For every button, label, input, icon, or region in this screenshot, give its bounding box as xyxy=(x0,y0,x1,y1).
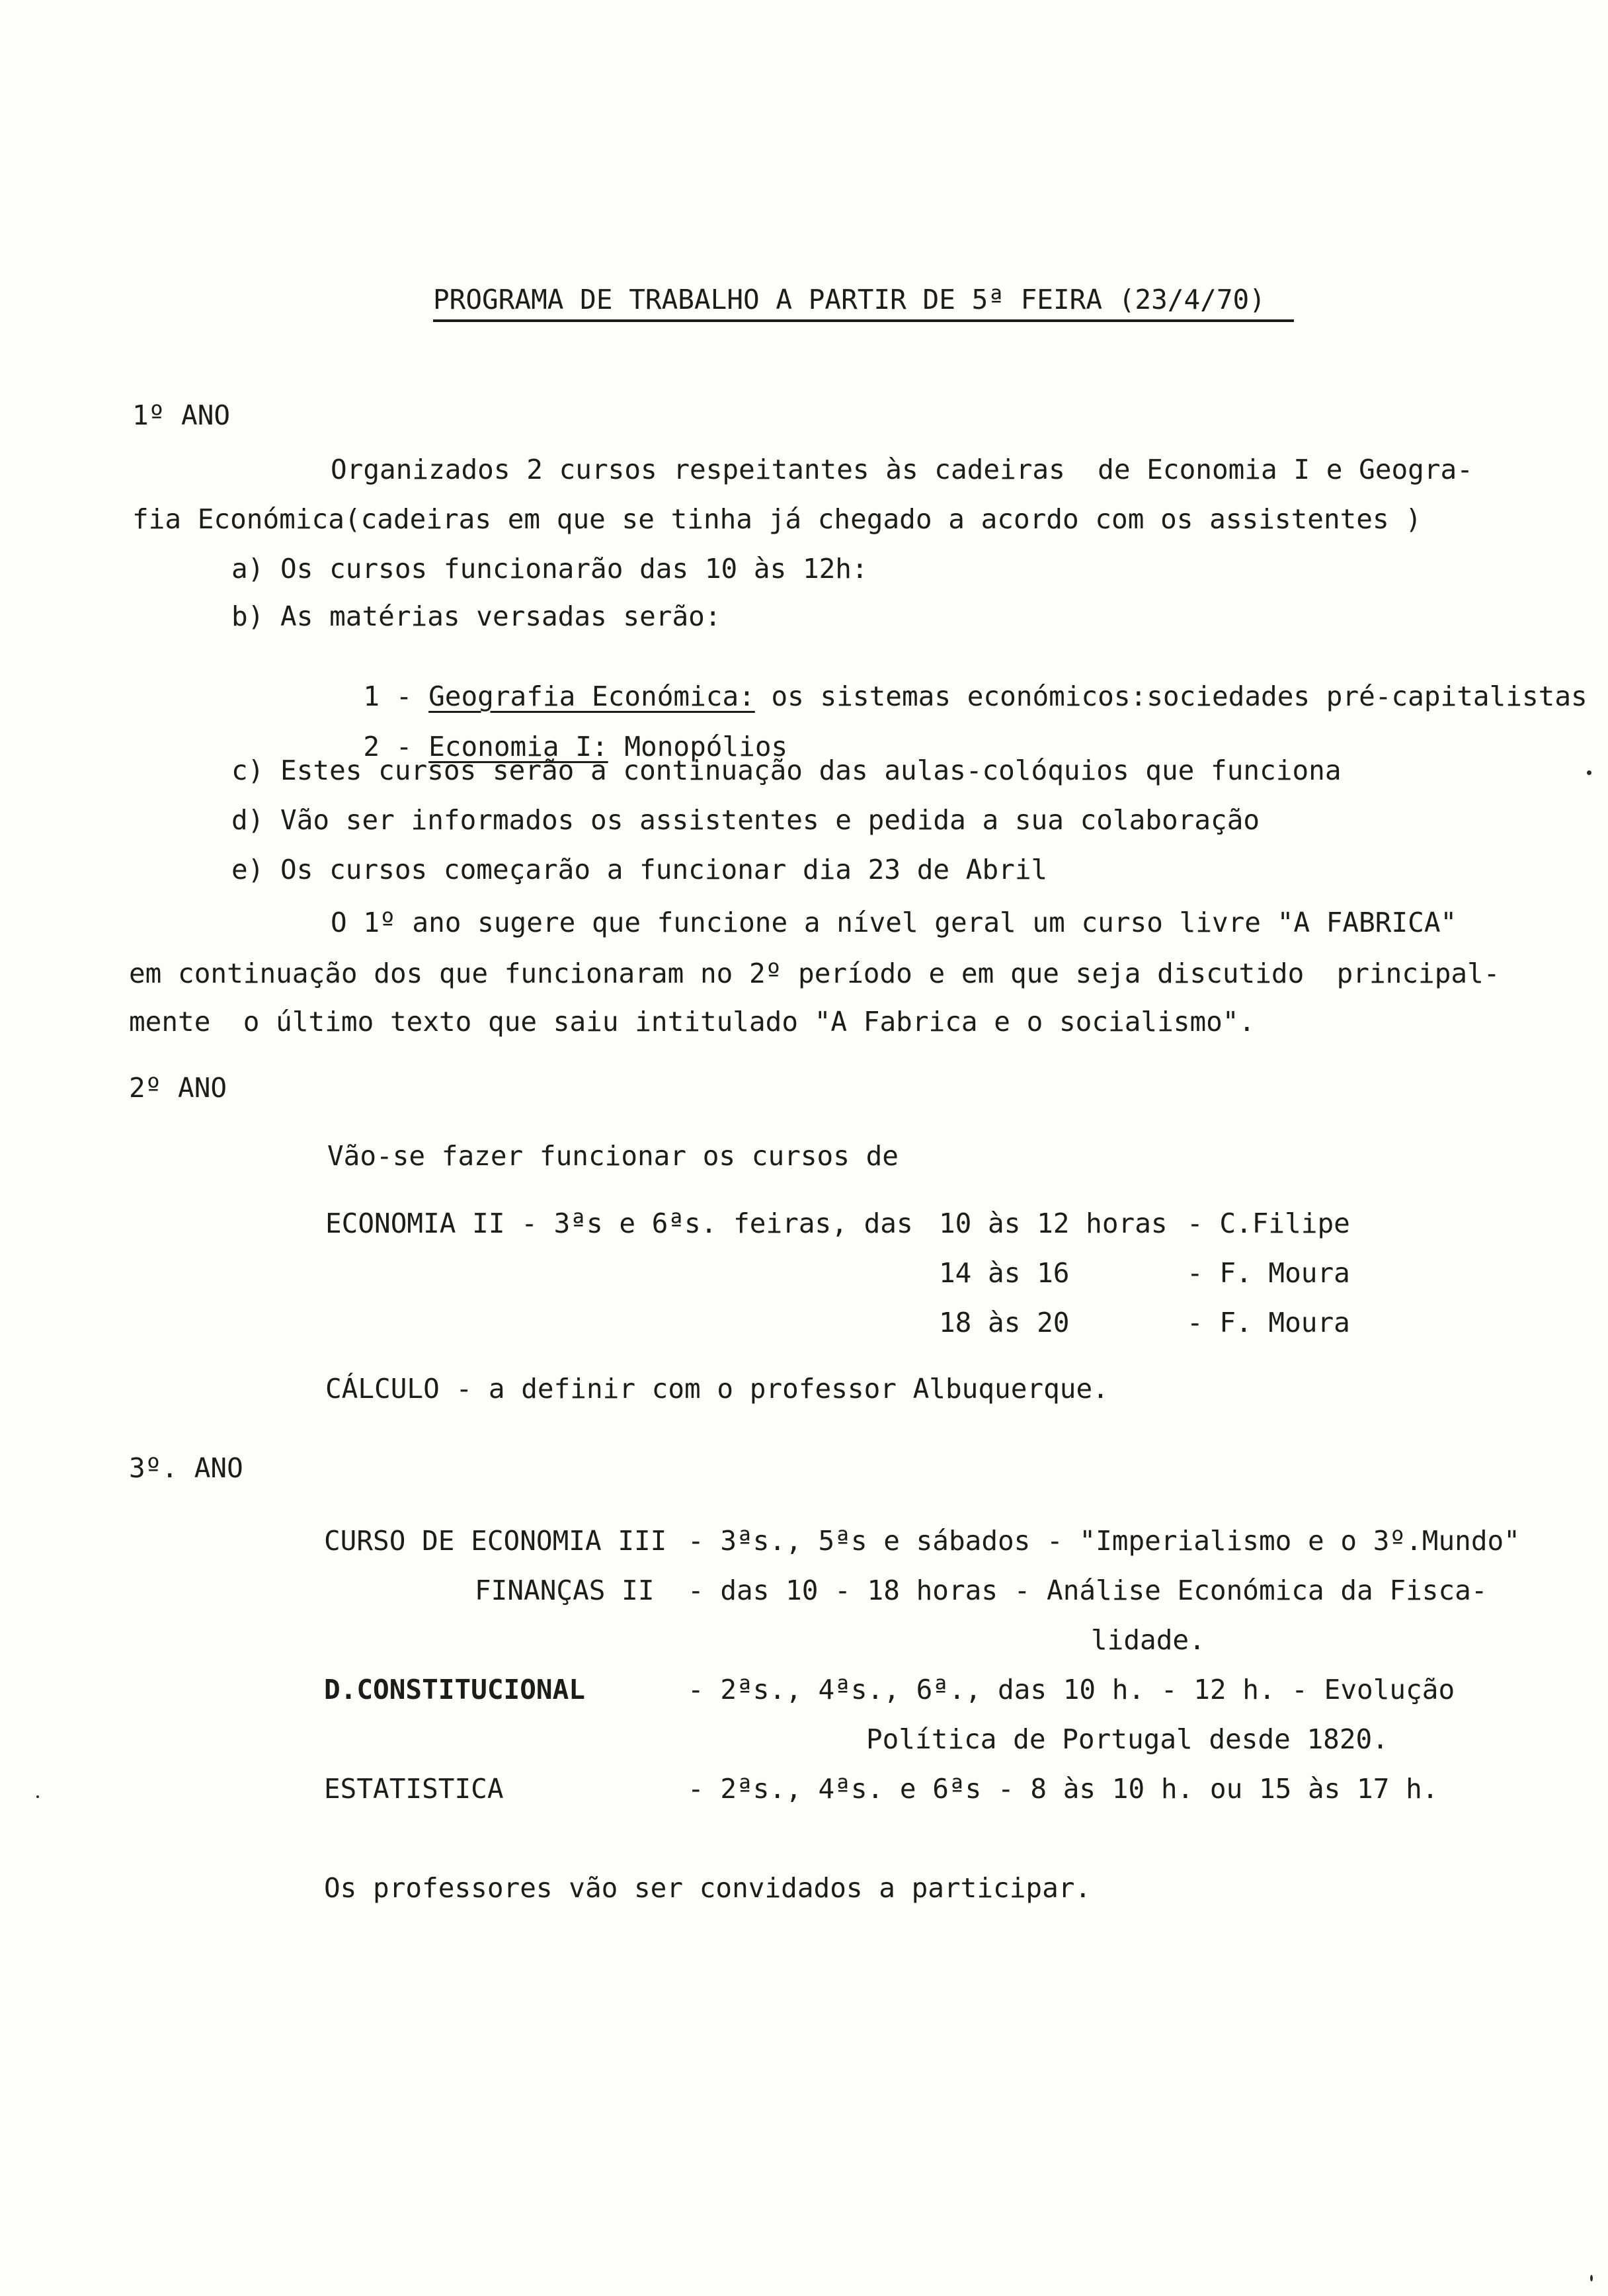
ano1-subitem-2 xyxy=(331,706,787,760)
ano1-item-c: c) Estes cursos serão a continuação das aulas-colóquios que funciona xyxy=(231,755,1342,786)
course-name: D.CONSTITUCIONAL xyxy=(324,1674,585,1705)
ano2-calculo: CÁLCULO - a definir com o professor Albuquerque. xyxy=(325,1373,1109,1405)
ano1-paragraph-line-1: O 1º ano sugere que funcione a nível geral um curso livre "A FABRICA" xyxy=(331,907,1457,938)
subitem-1-subject: Geografia Económica: xyxy=(428,680,755,712)
schedule-teacher: - F. Moura xyxy=(1187,1257,1350,1289)
schedule-hours: 14 às 16 xyxy=(939,1257,1070,1289)
course-detail: - das 10 - 18 horas - Análise Económica da Fisca- xyxy=(688,1575,1488,1606)
ano1-paragraph-line-3: mente o último texto que saiu intitulado "A Fabrica e o socialismo". xyxy=(129,1006,1256,1038)
section-heading-ano1: 1º ANO xyxy=(132,399,231,431)
ano1-subitem-1 xyxy=(331,656,1588,710)
schedule-hours: 10 às 12 horas xyxy=(939,1208,1168,1239)
scan-speck xyxy=(1590,2275,1593,2281)
course-detail: - 2ªs., 4ªs., 6ª., das 10 h. - 12 h. - Evolução xyxy=(688,1674,1455,1705)
ano1-intro-line-1: Organizados 2 cursos respeitantes às cadeiras de Economia I e Geogra- xyxy=(331,454,1473,485)
title-underline xyxy=(433,319,1294,322)
ano1-item-d: d) Vão ser informados os assistentes e pedida a sua colaboração xyxy=(231,804,1260,836)
ano1-paragraph-line-2: em continuação dos que funcionaram no 2º período e em que seja discutido principal- xyxy=(129,958,1500,989)
page-title: PROGRAMA DE TRABALHO A PARTIR DE 5ª FEIRA (23/4/70) xyxy=(433,284,1266,315)
subitem-2-subject: Economia I: xyxy=(428,731,608,762)
ano1-item-e: e) Os cursos começarão a funcionar dia 23 de Abril xyxy=(231,854,1048,885)
subitem-2-number: 2 - xyxy=(363,731,429,762)
schedule-hours: 18 às 20 xyxy=(939,1307,1070,1338)
course-detail-continuation: Política de Portugal desde 1820. xyxy=(866,1723,1388,1755)
course-detail-continuation: lidade. xyxy=(1091,1624,1205,1656)
course-name: FINANÇAS II xyxy=(475,1575,655,1606)
course-detail: - 3ªs., 5ªs e sábados - "Imperialismo e o 3º.Mundo" xyxy=(688,1525,1520,1557)
course-name: CURSO DE ECONOMIA III xyxy=(324,1525,667,1557)
scan-speck xyxy=(36,1795,39,1798)
closing-note: Os professores vão ser convidados a participar. xyxy=(324,1872,1092,1904)
section-heading-ano3: 3º. ANO xyxy=(129,1452,243,1484)
subitem-2-text: Monopólios xyxy=(608,731,788,762)
ano2-economia-label: ECONOMIA II - 3ªs e 6ªs. feiras, das xyxy=(325,1208,913,1239)
subitem-1-text: os sistemas económicos:sociedades pré-capitalistas xyxy=(754,680,1588,712)
ano1-item-b: b) As matérias versadas serão: xyxy=(231,600,721,632)
course-name: ESTATISTICA xyxy=(324,1773,504,1805)
scan-speck xyxy=(1587,770,1591,775)
subitem-1-number: 1 - xyxy=(363,680,429,712)
ano2-intro: Vão-se fazer funcionar os cursos de xyxy=(327,1140,899,1172)
ano1-intro-line-2: fia Económica(cadeiras em que se tinha já chegado a acordo com os assistentes ) xyxy=(132,503,1422,535)
section-heading-ano2: 2º ANO xyxy=(129,1072,227,1104)
schedule-teacher: - F. Moura xyxy=(1187,1307,1350,1338)
ano1-item-a: a) Os cursos funcionarão das 10 às 12h: xyxy=(231,553,868,585)
course-detail: - 2ªs., 4ªs. e 6ªs - 8 às 10 h. ou 15 às 17 h. xyxy=(688,1773,1439,1805)
schedule-teacher: - C.Filipe xyxy=(1187,1208,1350,1239)
